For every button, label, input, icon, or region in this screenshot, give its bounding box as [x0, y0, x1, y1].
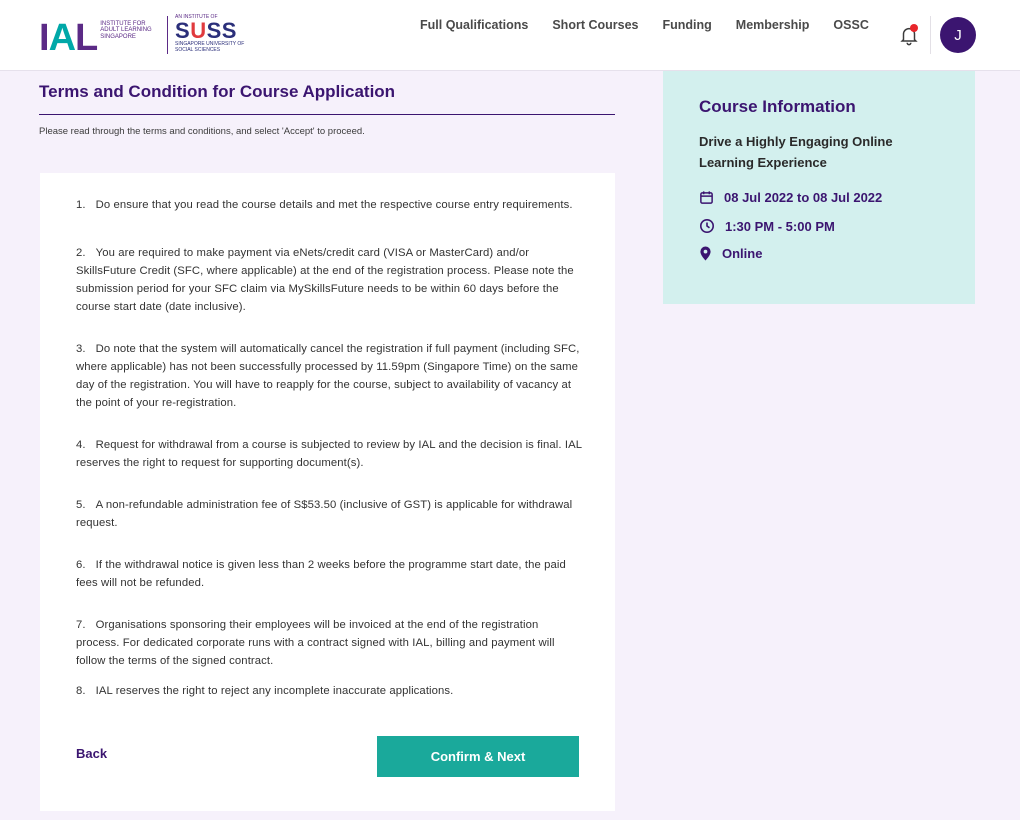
term-item: [76, 682, 582, 700]
term-text: Do note that the system will automatically cancel the registration if full payment (including SFC, where applicable) has not been successfully processed by 11.59pm (Singapore Time) on the same day of the registration. You will have to reapply for the course, subject to availability of vacancy at the point of your re-registration.: [76, 343, 580, 409]
term-item: [76, 436, 582, 472]
term-number: 2.: [76, 247, 86, 259]
ial-logo[interactable]: [39, 17, 156, 59]
nav-full-qualifications[interactable]: Full Qualifications: [420, 18, 529, 32]
term-number: 3.: [76, 343, 86, 355]
main-nav: [420, 18, 869, 32]
term-number: 6.: [76, 559, 86, 571]
confirm-next-button[interactable]: Confirm & Next: [377, 736, 579, 777]
user-avatar[interactable]: J: [940, 17, 976, 53]
notification-dot: [910, 24, 918, 32]
term-number: 8.: [76, 685, 86, 697]
terms-card: [40, 173, 615, 811]
term-text: Request for withdrawal from a course is subjected to review by IAL and the decision is final. IAL reserves the right to request for supporting document(s).: [76, 439, 582, 469]
back-button[interactable]: Back: [76, 746, 108, 761]
suss-logo-wordmark: SUSS: [175, 18, 237, 43]
term-text: Organisations sponsoring their employees will be invoiced at the end of the registration process. For dedicated corporate runs with a contract signed with IAL, billing and payment will follow the terms of the signed contract.: [76, 619, 555, 667]
term-item: [76, 340, 582, 412]
term-text: A non-refundable administration fee of S$53.50 (inclusive of GST) is applicable for withdrawal request.: [76, 499, 573, 529]
nav-short-courses[interactable]: Short Courses: [552, 18, 639, 32]
term-item: [76, 496, 582, 532]
calendar-icon: [699, 190, 714, 205]
clock-icon: [699, 218, 715, 234]
suss-logo[interactable]: [175, 14, 245, 54]
term-number: 7.: [76, 619, 86, 631]
term-item: [76, 244, 582, 316]
course-mode: Online: [722, 246, 763, 261]
nav-membership[interactable]: Membership: [735, 18, 810, 32]
suss-logo-bottom: SINGAPORE UNIVERSITY OF SOCIAL SCIENCES: [175, 41, 245, 53]
term-item: [76, 616, 582, 670]
term-text: If the withdrawal notice is given less than 2 weeks before the programme start date, the paid fees will not be refunded.: [76, 559, 566, 589]
ial-logo-letters: IAL: [39, 17, 98, 59]
course-info-card: [663, 71, 975, 304]
site-header: [0, 0, 1020, 71]
term-number: 4.: [76, 439, 86, 451]
course-date: 08 Jul 2022 to 08 Jul 2022: [724, 190, 883, 205]
course-info-heading: Course Information: [699, 97, 856, 116]
term-item: [76, 556, 582, 592]
course-date-row: [699, 190, 882, 205]
title-divider: [39, 114, 615, 115]
course-time: 1:30 PM - 5:00 PM: [725, 218, 835, 234]
term-number: 5.: [76, 499, 86, 511]
nav-funding[interactable]: Funding: [662, 18, 712, 32]
page-subtitle: Please read through the terms and conditions, and select 'Accept' to proceed.: [39, 126, 365, 137]
course-name: Drive a Highly Engaging Online Learning Experience: [699, 134, 893, 170]
nav-ossc[interactable]: OSSC: [833, 18, 869, 32]
term-text: Do ensure that you read the course details and met the respective course entry requirements.: [95, 199, 573, 211]
suss-logo-top: AN INSTITUTE OF: [175, 14, 218, 20]
term-item: [76, 196, 582, 214]
ial-logo-tagline: INSTITUTE FOR ADULT LEARNING SINGAPORE: [100, 20, 152, 40]
term-number: 1.: [76, 199, 86, 211]
course-time-row: [699, 218, 835, 234]
course-location-row: [699, 246, 762, 261]
location-pin-icon: [699, 246, 712, 261]
term-text: IAL reserves the right to reject any incomplete inaccurate applications.: [95, 685, 454, 697]
term-text: You are required to make payment via eNets/credit card (VISA or MasterCard) and/or SkillsFuture Credit (SFC, where applicable) at the end of the registration process. Please note the submission period for your SFC claim via MySkillsFuture needs to be within 60 days before the course start date (date inclusive).: [76, 247, 574, 313]
page-title: Terms and Condition for Course Application: [39, 82, 396, 101]
logo-divider: [167, 16, 168, 54]
header-divider: [930, 16, 931, 54]
